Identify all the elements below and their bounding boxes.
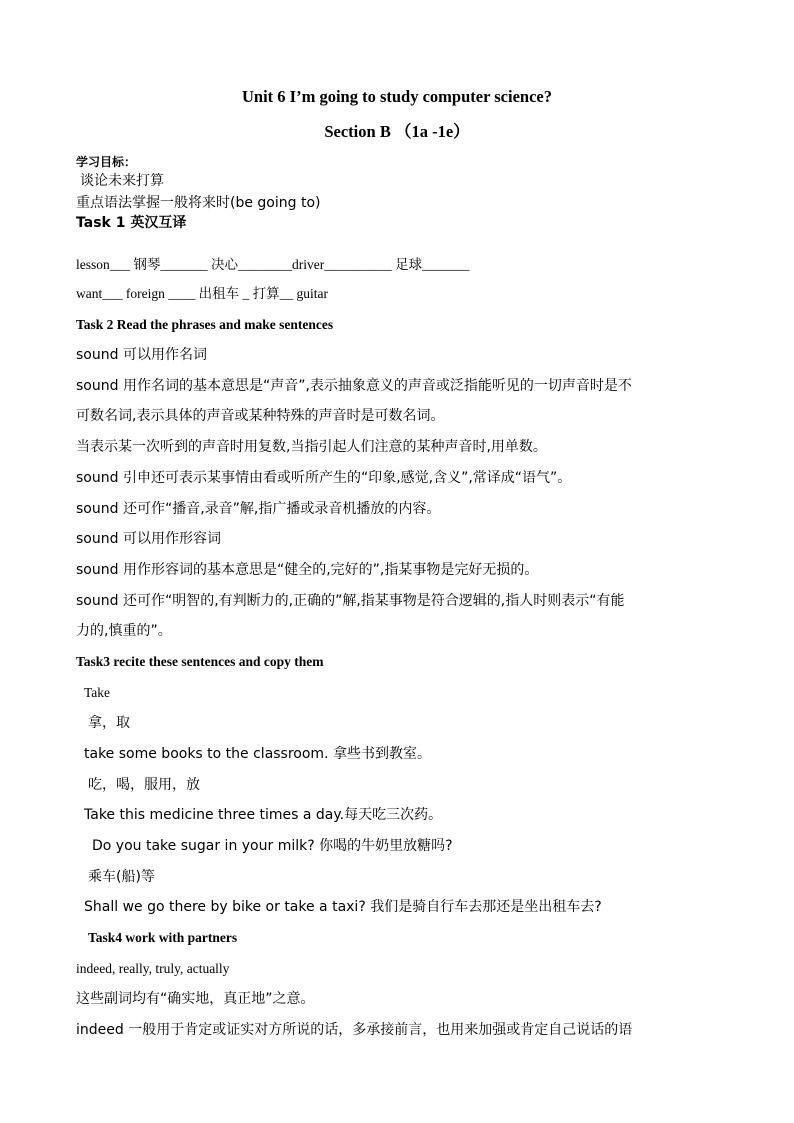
para-10: 力的,慎重的”。 [76,623,172,639]
goals-heading: 学习目标： [76,155,137,169]
take-example-4: Shall we go there by bike or take a taxi? 我们是骑自行车去那还是坐出租车去? [84,899,602,915]
para-3: 可数名词,表示具体的声音或某种特殊的声音时是可数名词。 [76,408,445,424]
para-9: sound 还可作“明智的,有判断力的,正确的”解,指某事物是符合逻辑的,指人时则表示“有能 [76,593,625,609]
task2-heading: Task 2 Read the phrases and make sentences [76,317,334,332]
take-example-2: Take this medicine three times a day.每天吃三次药。 [84,807,443,823]
goal-2: 重点语法掌握一般将来时(be going to) [76,195,321,211]
take-sense-3: 乘车(船)等 [88,869,155,885]
task1-row-2: want___ foreign ____ 出租车 _ 打算__ guitar [76,286,328,301]
para-2: sound 用作名词的基本意思是“声音”,表示抽象意义的声音或泛指能听见的一切声音时是不 [76,378,632,394]
task1-row-1: lesson___ 钢琴_______ 决心________driver__________ 足球_______ [76,257,470,272]
goal-1: 谈论未来打算 [80,173,164,189]
doc-section: Section B （1a -1e） [324,122,470,141]
take-example-3: Do you take sugar in your milk? 你喝的牛奶里放糖吗? [92,838,453,854]
take-example-1: take some books to the classroom. 拿些书到教室。 [84,746,431,762]
word-note: 这些副词均有“确实地，真正地”之意。 [76,991,315,1007]
para-5: sound 引申还可表示某事情由看或听所产生的“印象,感觉,含义”,常译成“语气”。 [76,470,572,486]
take-word: Take [84,685,111,700]
take-sense-1: 拿，取 [88,715,130,731]
task4-heading: Task4 work with partners [88,930,238,945]
task1-heading: Task 1 英汉互译 [76,215,187,231]
para-1: sound 可以用作名词 [76,347,207,363]
take-sense-2: 吃，喝，服用，放 [88,777,200,793]
indeed-note: indeed 一般用于肯定或证实对方所说的话，多承接前言，也用来加强或肯定自己说话的语 [76,1022,633,1038]
doc-title: Unit 6 I’m going to study computer science? [242,87,552,106]
para-8: sound 用作形容词的基本意思是“健全的,完好的”,指某事物是完好无损的。 [76,562,539,578]
para-4: 当表示某一次听到的声音时用复数,当指引起人们注意的某种声音时,用单数。 [76,439,547,455]
word-list: indeed, really, truly, actually [76,961,230,976]
task3-heading: Task3 recite these sentences and copy them [76,654,324,669]
para-7: sound 可以用作形容词 [76,531,221,547]
para-6: sound 还可作“播音,录音”解,指广播或录音机播放的内容。 [76,501,441,517]
